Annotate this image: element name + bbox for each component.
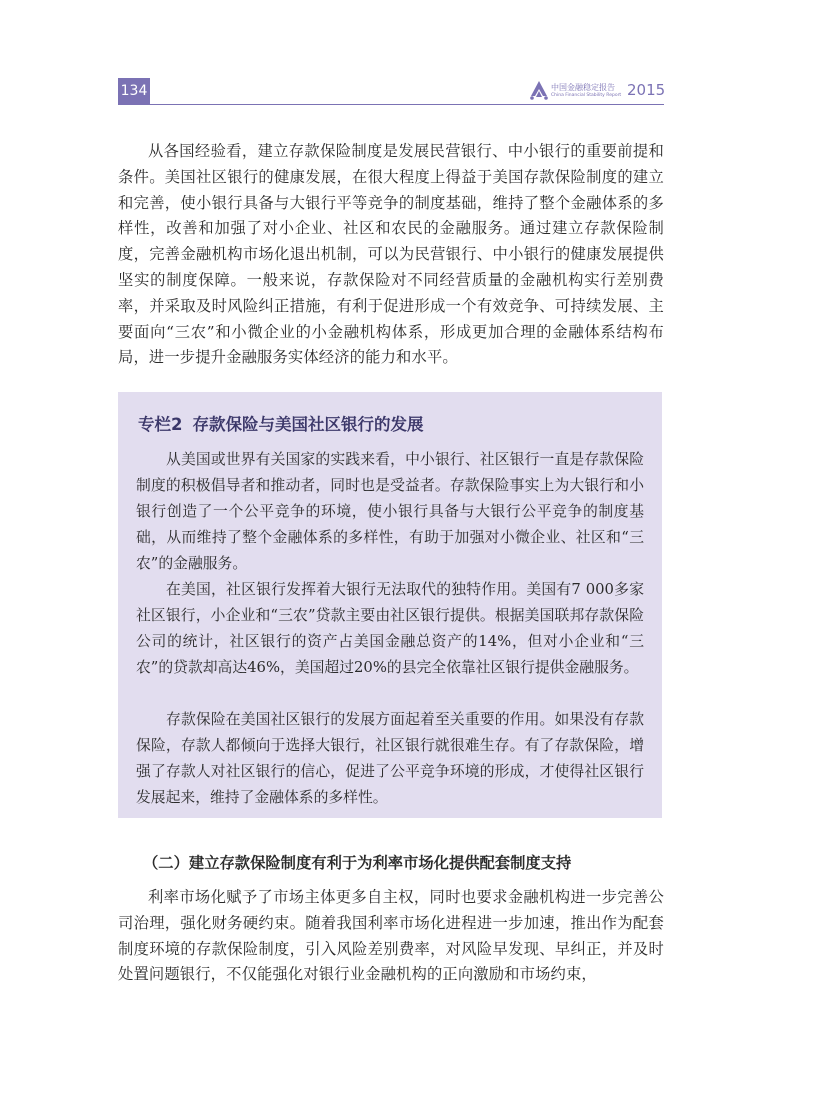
header-rule (150, 104, 664, 105)
section-paragraph: 利率市场化赋予了市场主体更多自主权，同时也要求金融机构进一步完善公司治理，强化财务硬约束。随着我国利率市场化进程进一步加速，推出作为配套制度环境的存款保险制度，引入风险差别费率，对风险早发现、早纠正，并及时处置问题银行，不仅能强化对银行业金融机构的正向激励和市场约束， (118, 888, 664, 984)
intro-paragraph: 从各国经验看，建立存款保险制度是发展民营银行、中小银行的重要前提和条件。美国社区银行的健康发展，在很大程度上得益于美国存款保险制度的建立和完善，使小银行具备与大银行平等竞争的制度基础，维持了整个金融体系的多样性，改善和加强了对小企业、社区和农民的金融服务。通过建立存款保险制度，完善金融机构市场化退出机制，可以为民营银行、中小银行的健康发展提供坚实的制度保障。一般来说，存款保险对不同经营质量的金融机构实行差别费率，并采取及时风险纠正措施，有利于促进形成一个有效竞争、可持续发展、主要面向“三农”和小微企业的小金融机构体系，形成更加合理的金融体系结构布局，进一步提升金融服务实体经济的能力和水平。 (118, 142, 664, 367)
brand-year: 2015 (627, 81, 666, 99)
sidebar-box (118, 392, 662, 818)
box-paragraph: 在美国，社区银行发挥着大银行无法取代的独特作用。美国有7 000多家社区银行，小企业和“三农”贷款主要由社区银行提供。根据美国联邦存款保险公司的统计，社区银行的资产占美国金融总资产的14%，但对小企业和“三农”的贷款却高达46%，美国超过20%的县完全依靠社区银行提供金融服务。 (136, 581, 644, 676)
brand-title-en: China Financial Stability Report (551, 93, 622, 98)
box-title (138, 411, 423, 435)
section-heading: （二）建立存款保险制度有利于为利率市场化提供配套制度支持 (143, 854, 572, 872)
page-header (0, 0, 816, 110)
box-paragraph: 存款保险在美国社区银行的发展方面起着至关重要的作用。如果没有存款保险，存款人都倾向于选择大银行，社区银行就很难生存。有了存款保险，增强了存款人对社区银行的信心，促进了公平竞争环境的形成，才使得社区银行发展起来，维持了金融体系的多样性。 (136, 711, 644, 806)
box-paragraph: 从美国或世界有关国家的实践来看，中小银行、社区银行一直是存款保险制度的积极倡导者和推动者，同时也是受益者。存款保险事实上为大银行和小银行创造了一个公平竞争的环境，使小银行具备与大银行公平竞争的制度基础，从而维持了整个金融体系的多样性，有助于加强对小微企业、社区和“三农”的金融服务。 (136, 451, 644, 572)
box-label: 专栏2 (138, 415, 183, 434)
report-logo-icon (529, 80, 549, 100)
box-title-text: 存款保险与美国社区银行的发展 (192, 415, 424, 434)
brand-title-cn: 中国金融稳定报告 (551, 83, 615, 92)
report-brand (529, 78, 665, 104)
page-number: 134 (118, 78, 150, 105)
